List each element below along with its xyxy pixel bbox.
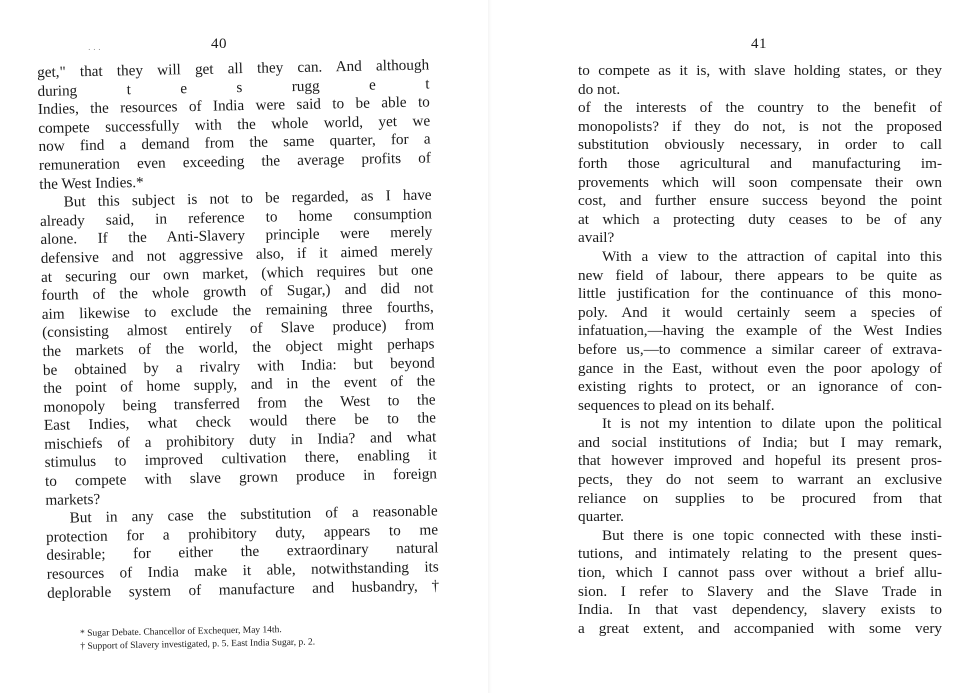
- text-line: monopoly being transferred from the West to the: [43, 391, 436, 416]
- text-line: little justification for the continuance of this mono-: [578, 285, 942, 303]
- text-line: East Indies, what check would there be to the: [43, 409, 437, 435]
- text-line: to compete with slave grown produce in foreign: [44, 465, 438, 490]
- text-line: sion. I refer to Slavery and the Slave Trade in: [578, 582, 942, 600]
- right-page-number: 41: [751, 36, 767, 52]
- text-line: markets?: [45, 490, 101, 509]
- text-line: already said, in reference to home consumption: [39, 205, 433, 230]
- text-line: alone. If the Anti-Slavery principle were merely: [40, 223, 433, 249]
- left-page-footnotes: [80, 621, 420, 654]
- text-line: before us,—to commence a similar career of extrava-: [578, 340, 942, 358]
- text-line: forth those agricultural and manufacturing im-: [578, 154, 942, 172]
- text-line: compete successfully with the whole world, yet we: [38, 112, 431, 137]
- text-line: With a view to the attraction of capital into this: [602, 247, 942, 265]
- text-line: that however improved and hopeful its present pros-: [578, 452, 942, 470]
- text-line: reliance on supplies to be procured from that: [578, 489, 942, 507]
- text-line: monopolists? if they do not, is not the proposed: [578, 117, 942, 135]
- text-line: the West Indies.*: [39, 173, 144, 193]
- text-line: protection for a prohibitory duty, appears to me: [45, 521, 439, 546]
- text-line: tutions, and intimately relating to the present ques-: [578, 545, 942, 563]
- text-line: India. In that vast dependency, slavery exists to: [578, 601, 942, 619]
- text-line: aim likewise to exclude the remaining three fourths,: [41, 298, 434, 323]
- text-line: the point of home supply, and in the event of the: [43, 372, 436, 398]
- text-line: to compete as it is, with slave holding states, or they: [578, 62, 942, 79]
- text-line: at which a protecting duty ceases to be of any: [578, 210, 942, 228]
- page-gutter: [488, 0, 492, 693]
- text-line: cost, and further ensure success beyond the point: [578, 192, 942, 210]
- text-line: But in any case the substitution of a reasonable: [69, 502, 438, 527]
- text-line: deplorable system of manufacture and husbandry,†: [46, 577, 440, 602]
- text-line: the markets of the world, the object might perhaps: [42, 335, 435, 360]
- text-line: remuneration even exceeding the average profits of: [38, 149, 432, 174]
- text-line: desirable; for either the extraordinary natural: [46, 539, 439, 565]
- text-line: at securing our own market, (which requires but one: [40, 260, 434, 286]
- text-line: fourth of the whole growth of Sugar,) and did not: [41, 279, 434, 305]
- footnote: † Support of Slavery investigated, p. 5. East India Sugar, p. 2.: [80, 637, 316, 652]
- text-line: now find a demand from the same quarter, for a: [38, 130, 431, 156]
- text-line: and social institutions of India; but I may remark,: [578, 433, 942, 451]
- text-line: do not.: [578, 80, 621, 98]
- text-line: stimulus to improved cultivation there, enabling it: [44, 446, 437, 472]
- text-line: pects, they do not seem to warrant an exclusive: [578, 471, 942, 489]
- text-line: get," that they will get all they can. And although: [37, 56, 430, 81]
- left-page-text: [37, 56, 439, 603]
- text-line: But there is one topic connected with these insti-: [602, 526, 942, 544]
- text-line: avail?: [578, 229, 615, 247]
- text-line: sequences to plead on its behalf.: [578, 396, 775, 414]
- scan-dots: . . .: [88, 43, 101, 52]
- text-line: defensive and not aggressive also, if it aimed merely: [40, 242, 433, 267]
- text-line: new field of labour, there appears to be quite as: [578, 266, 942, 284]
- text-line: (consisting almost entirely of Slave produce) from: [41, 316, 435, 342]
- text-line: poly. And it would certainly seem a species of: [578, 303, 942, 321]
- text-line: be obtained by a rivalry with India: but beyond: [42, 353, 435, 379]
- text-line: Indies, the resources of India were said to be able to: [37, 93, 430, 119]
- text-line: provements which will soon compensate their own: [578, 173, 942, 191]
- footnote: * Sugar Debate. Chancellor of Exchequer, May 14th.: [80, 625, 282, 639]
- text-line: tion, which I cannot pass over without a brief allu-: [578, 564, 942, 582]
- text-line: It is not my intention to dilate upon the political: [602, 415, 942, 433]
- text-line: during t e s rugg e t: [37, 75, 430, 100]
- text-line: a great extent, and accompanied with some very: [578, 619, 942, 637]
- text-line: infatuation,—having the example of the West Indies: [578, 322, 942, 340]
- right-page-text: [578, 62, 942, 638]
- text-line: substitution obviously necessary, in order to call: [578, 136, 942, 154]
- text-line: resources of India make it able, notwithstanding its: [46, 558, 439, 583]
- text-line: of the interests of the country to the benefit of: [578, 99, 942, 117]
- text-line: existing rights to protect, or an ignorance of con-: [578, 378, 942, 396]
- text-line: quarter.: [578, 508, 624, 526]
- text-line: mischiefs of a prohibitory duty in India? and what: [44, 428, 437, 453]
- left-page-number: 40: [211, 36, 227, 52]
- text-line: But this subject is not to be regarded, as I have: [63, 186, 432, 211]
- text-line: gance in the East, without even the poor apology of: [578, 359, 942, 377]
